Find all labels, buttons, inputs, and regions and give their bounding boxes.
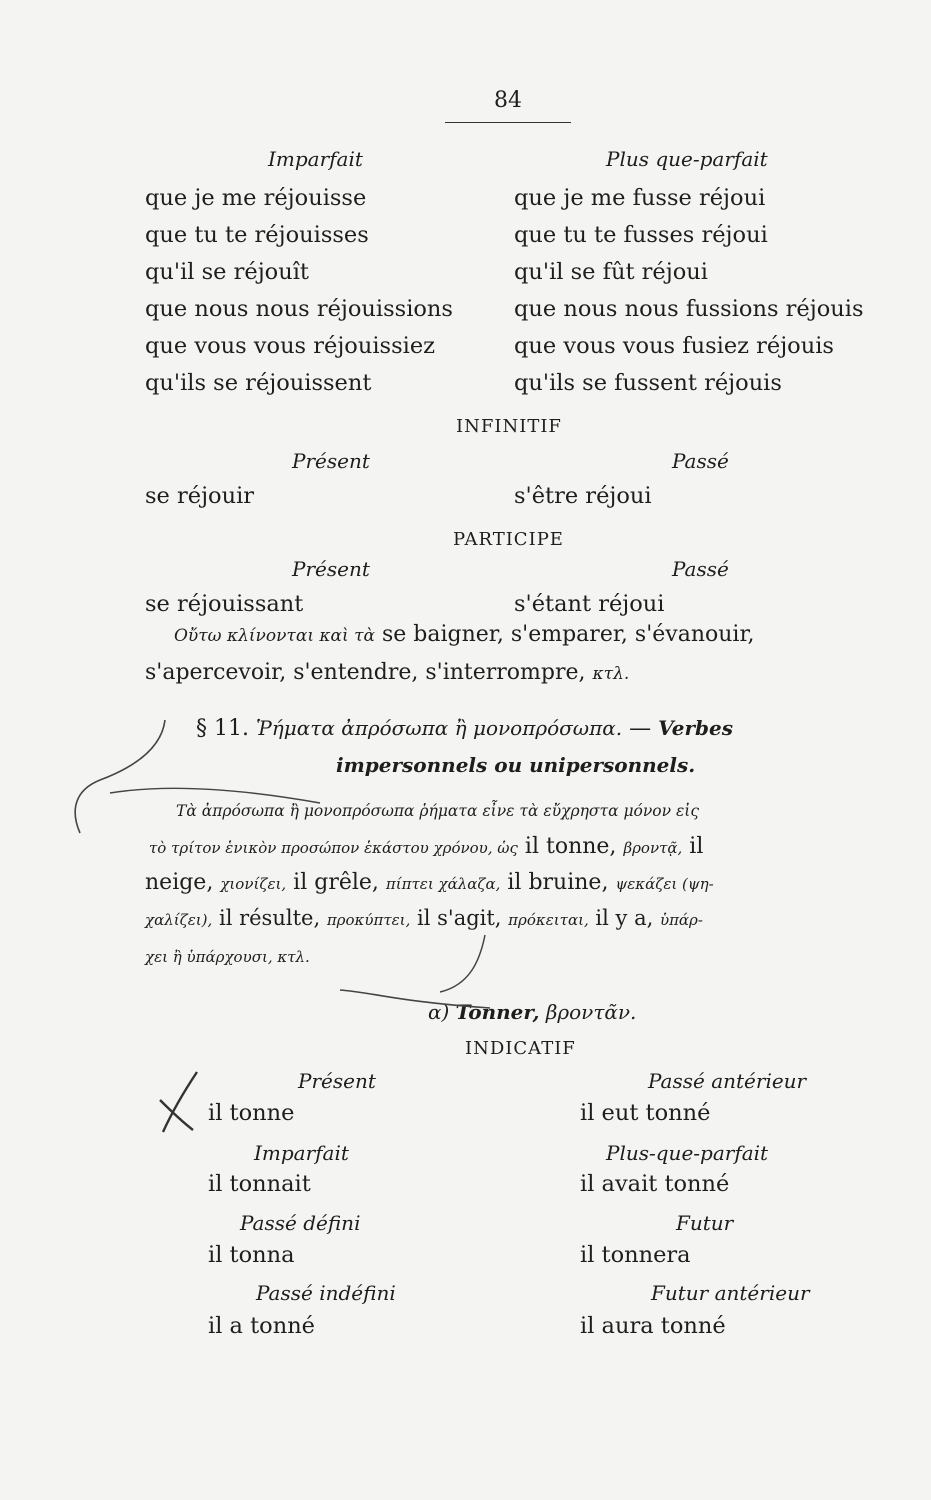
- tense-value: il aura tonné: [580, 1313, 726, 1339]
- participe-passe: s'étant réjoui: [514, 591, 665, 617]
- french-text: il s'agit,: [417, 906, 502, 930]
- section-symbol: § 11.: [196, 716, 249, 741]
- pencil-x-mark: [155, 1070, 205, 1144]
- section-dash: —: [629, 716, 652, 741]
- conj-line: qu'il se fût réjoui: [514, 259, 708, 285]
- infinitif-passe: s'être réjoui: [514, 483, 652, 509]
- conj-line: que je me fusse réjoui: [514, 185, 766, 211]
- paragraph-line: [174, 622, 755, 647]
- plus-que-parfait-header: Plus que-parfait: [606, 147, 768, 171]
- pencil-bracket-mark: [70, 715, 330, 839]
- infinitif-present: se réjouir: [145, 483, 255, 509]
- french-text: neige,: [145, 870, 214, 895]
- paragraph-line: [145, 870, 714, 895]
- conj-line: qu'il se réjouît: [145, 259, 309, 285]
- infinitif-title: INFINITIF: [456, 416, 562, 437]
- tense-value: il tonnera: [580, 1242, 691, 1268]
- tense-header: Présent: [298, 1069, 376, 1093]
- greek-text: τὸ τρίτον ἑνικὸν προσώπον ἑκάστου χρόνου, ὡς: [149, 839, 518, 857]
- paragraph-line: [145, 660, 629, 685]
- imparfait-list: [145, 180, 453, 402]
- french-text: s'apercevoir, s'entendre, s'interrompre,: [145, 660, 586, 685]
- conj-line: que nous nous fussions réjouis: [514, 296, 864, 322]
- infinitif-present-header: Présent: [292, 449, 370, 473]
- french-text: il grêle,: [293, 870, 379, 895]
- tense-header: Imparfait: [254, 1141, 349, 1165]
- greek-text: Οὔτω κλίνονται καὶ τὰ: [174, 626, 375, 646]
- imparfait-header: Imparfait: [268, 147, 363, 171]
- greek-text: ψεκάζει (ψη-: [615, 875, 714, 893]
- tense-value: il tonna: [208, 1242, 295, 1268]
- tense-header: Plus-que-parfait: [606, 1141, 769, 1165]
- french-text: il: [689, 834, 704, 859]
- conj-line: que je me réjouisse: [145, 185, 367, 211]
- header-rule: [445, 122, 571, 123]
- paragraph-line: Τὰ ἀπρόσωπα ἢ μονοπρόσωπα ῥήματα εἶνε τὰ εὔχρηστα μόνον εἰς: [176, 802, 700, 820]
- participe-passe-header: Passé: [672, 557, 729, 581]
- greek-text: χαλίζει),: [145, 911, 213, 929]
- tense-header: Passé antérieur: [648, 1069, 807, 1093]
- participe-present-header: Présent: [292, 557, 370, 581]
- french-text: il bruine,: [507, 870, 609, 895]
- french-text: il tonne,: [524, 834, 617, 859]
- tense-value: il eut tonné: [580, 1100, 711, 1126]
- french-text: il résulte,: [218, 906, 321, 930]
- french-text: il y a,: [595, 906, 654, 930]
- conj-line: qu'ils se fussent réjouis: [514, 370, 782, 396]
- section-french-2: impersonnels ou unipersonnels.: [336, 753, 696, 777]
- conj-line: que tu te réjouisses: [145, 222, 369, 248]
- tense-header: Futur antérieur: [651, 1281, 810, 1305]
- participe-present: se réjouissant: [145, 591, 304, 617]
- tense-value: il avait tonné: [580, 1171, 730, 1197]
- conj-line: qu'ils se réjouissent: [145, 370, 372, 396]
- indicatif-title: INDICATIF: [465, 1038, 576, 1059]
- subsection-french: Tonner,: [455, 1000, 540, 1024]
- tense-header: Passé défini: [240, 1211, 361, 1235]
- conj-line: que vous vous fusiez réjouis: [514, 333, 834, 359]
- french-text: se baigner, s'emparer, s'évanouir,: [381, 622, 755, 647]
- participe-title: PARTICIPE: [453, 529, 564, 550]
- greek-text: κτλ.: [592, 664, 630, 684]
- greek-text: πρόκειται,: [508, 911, 589, 929]
- page-number: 84: [494, 88, 522, 113]
- conj-line: que tu te fusses réjoui: [514, 222, 768, 248]
- tense-value: il a tonné: [208, 1313, 315, 1339]
- tense-header: Passé indéfini: [256, 1281, 396, 1305]
- conj-line: que vous vous réjouissiez: [145, 333, 435, 359]
- conj-line: que nous nous réjouissions: [145, 296, 453, 322]
- infinitif-passe-header: Passé: [672, 449, 729, 473]
- subsection-label: α): [428, 1000, 450, 1024]
- tense-value: il tonnait: [208, 1171, 311, 1197]
- greek-text: προκύπτει,: [326, 911, 411, 929]
- paragraph-line: χει ἢ ὑπάρχουσι, κτλ.: [145, 948, 310, 966]
- section-french-1: Verbes: [658, 716, 734, 740]
- pencil-underline-mark: [340, 930, 500, 1024]
- paragraph-line: [145, 906, 703, 930]
- greek-text: βροντᾷ,: [623, 839, 683, 857]
- tense-value: il tonne: [208, 1100, 295, 1126]
- greek-text: ὑπάρ-: [659, 911, 703, 929]
- plus-que-parfait-list: [514, 180, 864, 402]
- greek-text: χιονίζει,: [220, 875, 287, 893]
- tense-header: Futur: [676, 1211, 734, 1235]
- greek-text: πίπτει χάλαζα,: [385, 875, 501, 893]
- section-greek: Ῥήματα ἀπρόσωπα ἢ μονοπρόσωπα.: [255, 716, 623, 740]
- subsection-greek: βροντᾶν.: [545, 1000, 637, 1024]
